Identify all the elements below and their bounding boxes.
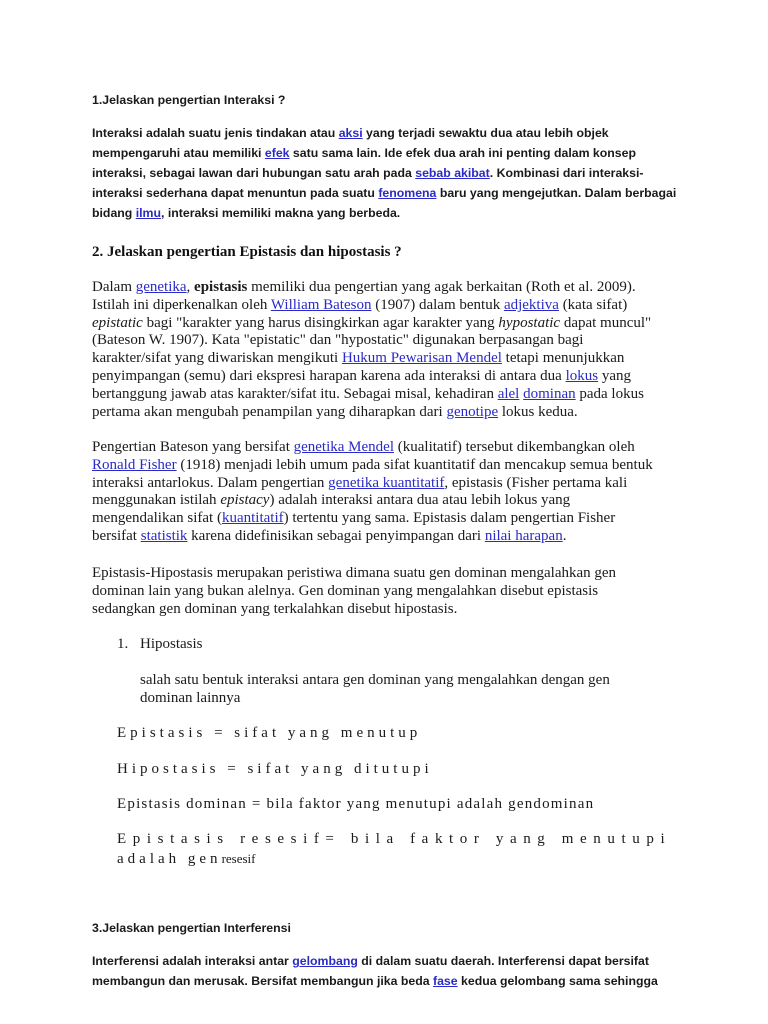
text-span: Dalam [92, 279, 136, 295]
text-line [92, 404, 578, 421]
text-line [92, 368, 631, 385]
text-span: . Kombinasi dari interaksi- [489, 166, 644, 180]
definition-epistasis-dominan: Epistasis dominan = bila faktor yang menutupi adalah gendominan [117, 796, 595, 812]
text-span: yang terjadi sewaktu dua atau lebih objek [362, 126, 609, 140]
hyperlink[interactable]: genetika [135, 279, 187, 295]
hyperlink[interactable]: aksi [338, 126, 363, 140]
text-span: bersifat [92, 528, 141, 544]
hyperlink[interactable]: efek [264, 146, 290, 160]
text-span: penyimpangan (semu) dari ekspresi harapan karena ada interaksi di antara dua [92, 368, 566, 384]
text-span: epistasis [194, 279, 248, 295]
hyperlink[interactable]: William Bateson [270, 296, 372, 313]
text-line [92, 125, 609, 141]
hyperlink[interactable]: kuantitatif [221, 510, 284, 527]
text-span: dapat muncul" [560, 314, 652, 331]
text-span: Interaksi adalah suatu jenis tindakan atau [92, 126, 339, 140]
text-span: tetapi menunjukkan [501, 350, 625, 367]
hyperlink[interactable]: genetika Mendel [293, 439, 394, 455]
section2-heading: 2. Jelaskan pengertian Epistasis dan hipostasis ? [92, 244, 402, 260]
text-span: Epistasis-Hipostasis merupakan peristiwa dimana suatu gen dominan mengalahkan gen [92, 565, 617, 581]
text-span: , interaksi memiliki makna yang berbeda. [161, 206, 401, 220]
section1-heading: 1.Jelaskan pengertian Interaksi ? [92, 93, 286, 107]
list-item-desc-2: dominan lainnya [140, 690, 241, 706]
text-line [92, 297, 627, 314]
text-line [92, 601, 457, 618]
text-line [92, 279, 636, 296]
text-span: ) adalah interaksi antara dua atau lebih lokus yang [269, 492, 571, 509]
text-line [92, 510, 615, 527]
text-span: (kualitatif) tersebut dikembangkan oleh [394, 439, 635, 455]
text-line [92, 332, 583, 349]
text-span: , [186, 279, 195, 295]
hyperlink[interactable]: adjektiva [503, 296, 559, 313]
text-span: memiliki dua pengertian yang agak berkaitan (Roth et al. 2009). [247, 279, 636, 295]
hyperlink[interactable]: dominan [523, 385, 576, 402]
hyperlink[interactable]: Hukum Pewarisan Mendel [341, 350, 502, 367]
text-line [92, 439, 635, 456]
text-line [92, 350, 624, 367]
text-span: lokus kedua. [498, 403, 578, 420]
section3-heading: 3.Jelaskan pengertian Interferensi [92, 921, 291, 935]
text-line [92, 185, 676, 201]
hyperlink[interactable]: fase [433, 974, 458, 988]
text-span: pertama akan mengubah penampilan yang diharapkan dari [92, 403, 447, 420]
hyperlink[interactable]: nilai harapan [484, 528, 563, 544]
hyperlink[interactable]: alel [497, 385, 520, 402]
hyperlink[interactable]: statistik [140, 528, 188, 544]
text-span: kedua gelombang sama sehingga [457, 974, 658, 988]
text-line [92, 565, 616, 582]
text-span: bidang [92, 206, 136, 220]
text-span: ) tertentu yang sama. Epistasis dalam pengertian Fisher [283, 510, 616, 527]
text-span: mempengaruhi atau memiliki [92, 146, 265, 160]
text-line [92, 315, 651, 332]
text-span: (1918) menjadi lebih umum pada sifat kuantitatif dan mencakup semua bentuk [176, 456, 653, 473]
text-span: interaksi antarlokus. Dalam pengertian [92, 474, 329, 491]
text-span: (kata sifat) [558, 296, 628, 313]
text-span: epistacy [220, 492, 270, 509]
text-line [92, 205, 400, 221]
list-item-hipostasis: Hipostasis [140, 636, 203, 652]
text-span: yang [598, 368, 631, 384]
hyperlink[interactable]: lokus [565, 368, 599, 384]
text-line [92, 475, 627, 492]
text-span: Interferensi adalah interaksi antar [92, 954, 293, 968]
hyperlink[interactable]: sebab akibat [415, 166, 490, 180]
hyperlink[interactable]: ilmu [135, 206, 161, 220]
hyperlink[interactable]: Ronald Fisher [92, 456, 177, 473]
text-span: (1907) dalam bentuk [371, 296, 504, 313]
text-line [92, 145, 636, 161]
text-span: Istilah ini diperkenalkan oleh [92, 296, 271, 313]
text-span: bertanggung jawab atas karakter/sifat itu. Sebagai misal, kehadiran [92, 385, 498, 402]
text-line [92, 583, 598, 600]
text-span: dominan lain yang bukan alelnya. Gen dominan yang mengalahkan disebut epistasis [92, 582, 599, 599]
text-line [92, 457, 653, 474]
text-span: pada lokus [575, 385, 644, 402]
text-span: membangun dan merusak. Bersifat membangun jika beda [92, 974, 433, 988]
definition-text: resesif [221, 851, 256, 866]
text-span: sedangkan gen dominan yang terkalahkan disebut hipostasis. [92, 600, 458, 617]
text-span: , epistasis (Fisher pertama kali [444, 474, 628, 491]
text-span: menggunakan istilah [92, 492, 221, 509]
text-span: mengendalikan sifat ( [92, 510, 222, 527]
hyperlink[interactable]: genotipe [446, 403, 499, 420]
text-line [92, 953, 649, 969]
text-line [92, 165, 644, 181]
text-span: interaksi sederhana dapat menuntun pada suatu [92, 186, 379, 200]
text-line [92, 973, 658, 989]
definition-epistasis-resesif: Epistasis resesif= bila faktor yang menutupi [117, 831, 672, 847]
hyperlink[interactable]: fenomena [378, 186, 437, 200]
text-span: Pengertian Bateson yang bersifat [92, 439, 294, 455]
text-line [92, 386, 644, 403]
text-span: (Bateson W. 1907). Kata "epistatic" dan "hypostatic" digunakan berpasangan bagi [92, 332, 584, 349]
text-span: bagi "karakter yang harus disingkirkan agar karakter yang [142, 314, 499, 331]
text-span: . [562, 528, 567, 544]
definition-hipostasis: Hipostasis = sifat yang ditutupi [117, 761, 433, 777]
text-span: hypostatic [498, 314, 561, 331]
definition-epistasis: Epistasis = sifat yang menutup [117, 725, 422, 741]
text-span: satu sama lain. Ide efek dua arah ini penting dalam konsep [289, 146, 636, 160]
definition-epistasis-resesif-cont [117, 850, 256, 868]
text-span: di dalam suatu daerah. Interferensi dapat bersifat [357, 954, 649, 968]
text-span: baru yang mengejutkan. Dalam berbagai [436, 186, 677, 200]
text-line [92, 492, 570, 509]
text-span: karakter/sifat yang diwariskan mengikuti [92, 350, 342, 367]
text-span: interaksi, sebagai lawan dari hubungan satu arah pada [92, 166, 416, 180]
hyperlink[interactable]: genetika kuantitatif [328, 474, 445, 491]
hyperlink[interactable]: gelombang [292, 954, 358, 968]
text-span: karena didefinisikan sebagai penyimpangan dari [187, 528, 485, 544]
list-item-desc-1: salah satu bentuk interaksi antara gen dominan yang mengalahkan dengan gen [140, 672, 610, 688]
definition-text: adalah gen [117, 851, 222, 867]
text-line [92, 528, 566, 545]
text-span: epistatic [92, 314, 143, 331]
list-number: 1. [117, 636, 129, 652]
